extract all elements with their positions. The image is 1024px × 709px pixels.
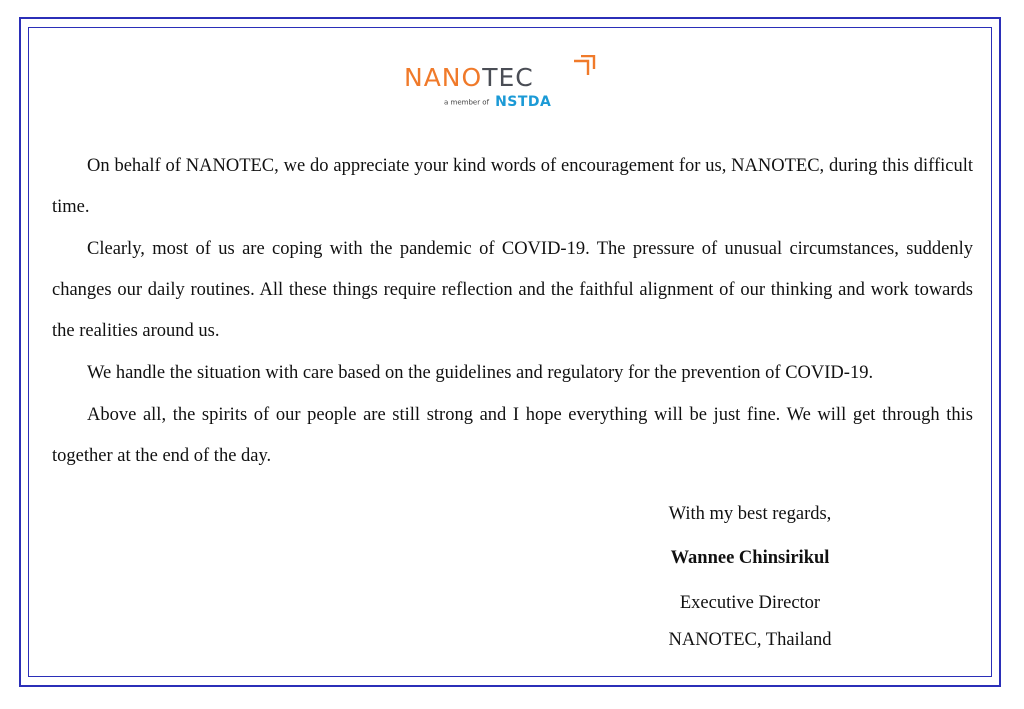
logo-wordmark <box>404 63 534 93</box>
signer-title: Executive Director <box>679 593 821 613</box>
logo-nstda-text: NSTDA <box>495 94 552 111</box>
closing-line: With my best regards, <box>668 504 832 524</box>
nanotec-logo <box>404 55 604 115</box>
logo-nano-text: NANO <box>404 63 483 92</box>
logo-subline <box>444 94 551 110</box>
signer-name: Wannee Chinsirikul <box>670 548 830 568</box>
paragraph: Above all, the spirits of our people are still strong and I hope everything will be just fine. We will get through this together at the end of the day. <box>52 405 973 466</box>
paragraph: On behalf of NANOTEC, we do appreciate your kind words of encouragement for us, NANOTEC, during this difficult time. <box>52 156 973 217</box>
arrow-corner-icon <box>572 55 598 77</box>
paragraph: We handle the situation with care based on the guidelines and regulatory for the prevention of COVID-19. <box>87 363 874 383</box>
logo-tec-text: TEC <box>482 63 534 92</box>
signer-organization: NANOTEC, Thailand <box>668 630 832 650</box>
paragraph: Clearly, most of us are coping with the pandemic of COVID-19. The pressure of unusual circumstances, suddenly changes our daily routines. All these things require reflection and the faithful alignment of our thinking and work towards the realities around us. <box>52 239 973 341</box>
logo-member-text: a member of <box>444 98 490 107</box>
letter-body <box>52 146 973 478</box>
